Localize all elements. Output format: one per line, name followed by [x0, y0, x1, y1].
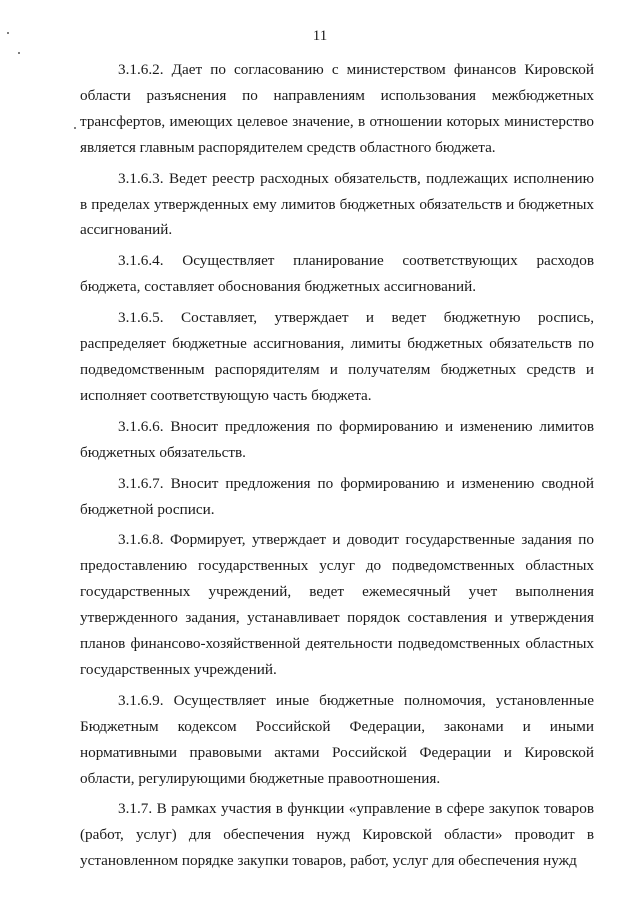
paragraph-3-1-6-4: 3.1.6.4. Осуществляет планирование соответствующих расходов бюджета, составляет обоснования бюджетных ассигнований.	[80, 252, 594, 296]
scan-speck	[18, 52, 20, 54]
paragraph-3-1-6-5: 3.1.6.5. Составляет, утверждает и ведет бюджетную роспись, распределяет бюджетные ассигнования, лимиты бюджетных обязательств по подведомственным распорядителям и получателям бюджетных средств и исполняет соответствующую часть бюджета.	[80, 309, 594, 404]
paragraph-3-1-6-6: 3.1.6.6. Вносит предложения по формированию и изменению лимитов бюджетных обязательств.	[80, 417, 594, 461]
paragraph-3-1-6-2: 3.1.6.2. Дает по согласованию с министерством финансов Кировской области разъяснения по направлениям использования межбюджетных трансфертов, имеющих целевое значение, в отношении которых министерство является главным распорядителем средств областного бюджета.	[80, 61, 594, 156]
paragraph-3-1-7: 3.1.7. В рамках участия в функции «управление в сфере закупок товаров (работ, услуг) для обеспечения нужд Кировской области» проводит в установленном порядке закупки товаров, работ, услуг для обеспечения нужд	[80, 800, 594, 870]
paragraph-3-1-6-3: 3.1.6.3. Ведет реестр расходных обязательств, подлежащих исполнению в пределах утвержденных ему лимитов бюджетных обязательств и бюджетных ассигнований.	[80, 169, 594, 239]
paragraph-3-1-6-8: 3.1.6.8. Формирует, утверждает и доводит государственные задания по предоставлению государственных услуг до подведомственных областных государственных учреждений, ведет ежемесячный учет выполнения утвержденного задания, устанавливает порядок составления и утверждения планов финансово-хозяйственной деятельности подведомственных областных государственных учреждений.	[80, 531, 594, 678]
scan-speck	[74, 127, 76, 129]
page-number: 11	[312, 28, 328, 44]
document-body	[80, 57, 594, 879]
paragraph-3-1-6-7: 3.1.6.7. Вносит предложения по формированию и изменению сводной бюджетной росписи.	[80, 474, 594, 518]
paragraph-3-1-6-9: 3.1.6.9. Осуществляет иные бюджетные полномочия, установленные Бюджетным кодексом Российской Федерации, законами и иными нормативными правовыми актами Российской Федерации и Кировской области, регулирующими бюджетные правоотношения.	[80, 691, 594, 787]
